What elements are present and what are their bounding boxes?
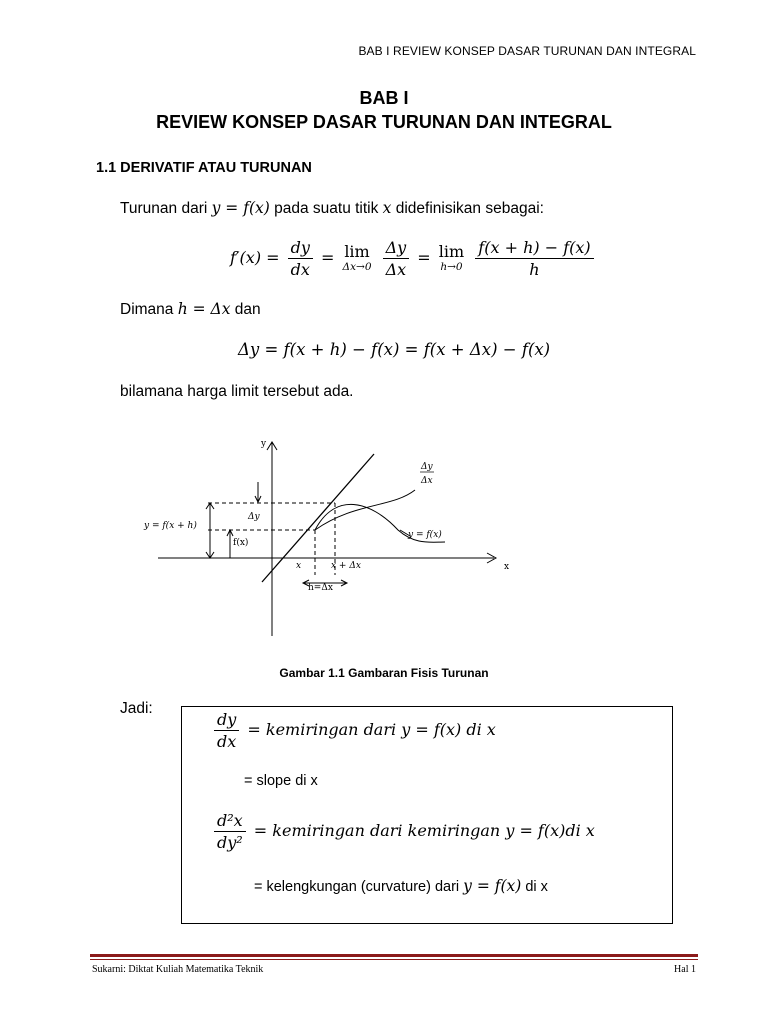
limit-subscript: h→0 bbox=[440, 261, 463, 274]
footer-rule-thin bbox=[90, 959, 698, 960]
equals-sign: = bbox=[417, 248, 431, 267]
label-fx: f(x) bbox=[233, 538, 249, 548]
limit-word: lim bbox=[438, 242, 465, 262]
slope-text: = kemiringan dari y = f(x) di x bbox=[247, 720, 496, 739]
chapter-title: REVIEW KONSEP DASAR TURUNAN DAN INTEGRAL bbox=[156, 112, 612, 132]
denominator: Δx bbox=[385, 260, 407, 279]
label-slope-denominator: Δx bbox=[421, 476, 433, 486]
eq-lhs: f′(x) = bbox=[230, 248, 280, 267]
limit-exists-paragraph: bilamana harga limit tersebut ada. bbox=[120, 383, 354, 400]
curvature-formula bbox=[214, 811, 595, 852]
text: dan bbox=[230, 301, 261, 318]
curvature-meaning bbox=[254, 877, 548, 895]
figure-caption: Gambar 1.1 Gambaran Fisis Turunan bbox=[279, 666, 489, 680]
chapter-number: BAB I bbox=[359, 88, 409, 108]
axis-label-y: y bbox=[261, 439, 267, 449]
numerator: d²x bbox=[214, 811, 246, 832]
numerator: dy bbox=[288, 238, 313, 259]
label-h: h=Δx bbox=[308, 583, 333, 593]
where-paragraph bbox=[120, 300, 261, 319]
label-x-point: x bbox=[296, 561, 302, 571]
limit-subscript: Δx→0 bbox=[342, 261, 372, 274]
curvature-text: = kemiringan dari kemiringan y = f(x)di x bbox=[253, 821, 595, 840]
denominator: dx bbox=[290, 260, 310, 279]
summary-box bbox=[181, 706, 673, 924]
denominator: dy² bbox=[217, 833, 243, 852]
text: Turunan dari bbox=[120, 200, 212, 217]
footer-page-number: Hal 1 bbox=[674, 964, 696, 975]
label-x-plus-dx: x + Δx bbox=[331, 561, 361, 571]
conclusion-label: Jadi: bbox=[120, 700, 153, 717]
denominator: h bbox=[529, 260, 540, 279]
curve-upper bbox=[315, 490, 415, 530]
fraction-dy-dx bbox=[214, 710, 239, 751]
running-header: BAB I REVIEW KONSEP DASAR TURUNAN DAN INTEGRAL bbox=[358, 44, 696, 58]
label-y-fxh: y = f(x + h) bbox=[144, 521, 197, 531]
numerator: dy bbox=[214, 710, 239, 731]
label-delta-y: Δy bbox=[248, 512, 260, 522]
footer-author: Sukarni: Diktat Kuliah Matematika Teknik bbox=[92, 964, 264, 975]
limit-operator bbox=[343, 244, 372, 273]
slope-formula bbox=[214, 710, 496, 751]
numerator: f(x + h) − f(x) bbox=[475, 238, 593, 259]
limit-word: lim bbox=[344, 242, 370, 262]
text: = kelengkungan (curvature) dari bbox=[254, 879, 464, 895]
delta-y-equation: Δy = f(x + h) − f(x) = f(x + Δx) − f(x) bbox=[238, 340, 551, 359]
numerator: Δy bbox=[383, 238, 410, 259]
fraction-second-derivative bbox=[214, 811, 246, 852]
fraction-delta bbox=[383, 238, 410, 279]
label-slope-numerator: Δy bbox=[421, 462, 433, 472]
text: Dimana bbox=[120, 301, 178, 318]
label-curve: y = f(x) bbox=[408, 530, 442, 540]
fraction-difference-quotient bbox=[475, 238, 593, 279]
denominator: dx bbox=[217, 732, 237, 751]
fraction-dy-dx bbox=[288, 238, 313, 279]
math-inline: y = f(x) bbox=[463, 877, 522, 895]
slope-meaning: = slope di x bbox=[244, 773, 318, 789]
section-heading: 1.1 DERIVATIF ATAU TURUNAN bbox=[96, 160, 312, 176]
math-inline: x bbox=[382, 199, 392, 217]
definition-paragraph bbox=[120, 199, 544, 218]
axis-label-x: x bbox=[504, 562, 510, 572]
derivative-figure bbox=[130, 430, 530, 645]
math-inline: y = f(x) bbox=[211, 199, 270, 217]
equals-sign: = bbox=[321, 248, 335, 267]
text: pada suatu titik bbox=[269, 200, 383, 217]
footer-rule bbox=[90, 954, 698, 957]
text: didefinisikan sebagai: bbox=[391, 200, 544, 217]
limit-operator bbox=[439, 244, 464, 273]
math-inline: h = Δx bbox=[177, 300, 231, 318]
text: di x bbox=[521, 879, 548, 895]
derivative-definition-equation bbox=[230, 238, 597, 279]
